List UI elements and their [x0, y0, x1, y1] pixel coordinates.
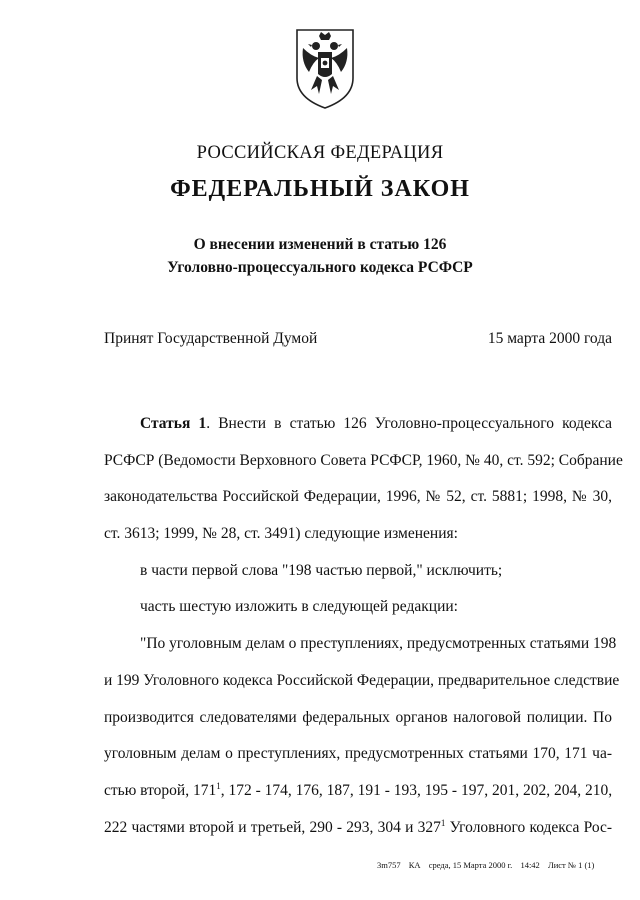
article-line-5: в части первой слова "198 частью первой," исключить;	[140, 561, 503, 579]
article-line-4: ст. 3613; 1999, № 28, ст. 3491) следующие изменения:	[104, 525, 458, 543]
article-line-10: уголовным делам о преступлениях, предусмотренных статьями 170, 171 ча-	[104, 745, 612, 763]
adopted-by: Принят Государственной Думой	[104, 330, 318, 347]
footer-datetime: среда, 15 Марта 2000 г.	[428, 860, 513, 870]
article-line-6: часть шестую изложить в следующей редакции:	[140, 598, 458, 616]
law-subject-line-2: Уголовно-процессуального кодекса РСФСР	[167, 259, 473, 276]
superscript: 1	[440, 817, 446, 828]
superscript: 1	[216, 780, 221, 791]
article-line-1: Статья 1. Внести в статью 126 Уголовно-процессуального кодекса	[140, 415, 612, 432]
law-subject-line-1: О внесении изменений в статью 126	[193, 236, 447, 253]
footer-initials: КА	[408, 860, 421, 870]
footer-sheet: Лист № 1 (1)	[547, 860, 595, 870]
document-type-heading: ФЕДЕРАЛЬНЫЙ ЗАКОН	[170, 176, 470, 202]
article-line-11: стью второй, $171^1$, 172 - 174, 176, 187, 191 - 193, 195 - 197, 201, 202, 204, 210,	[104, 780, 613, 799]
article-line-7: "По уголовным делам о преступлениях, предусмотренных статьями 198	[140, 635, 617, 653]
footer-code: 3m757	[377, 860, 401, 870]
article-line-8: и 199 Уголовного кодекса Российской Федерации, предварительное следствие	[104, 671, 620, 689]
page-footer	[377, 860, 600, 870]
coat-of-arms-emblem-icon	[293, 26, 357, 110]
article-line-3: законодательства Российской Федерации, 1996, № 52, ст. 5881; 1998, № 30,	[104, 488, 612, 506]
article-line-2: РСФСР (Ведомости Верховного Совета РСФСР, 1960, № 40, ст. 592; Собрание	[104, 451, 623, 469]
article-line-12: 222 частями второй и третьей, 290 - 293, 304 и $327^1$ Уголовного кодекса Рос-	[104, 817, 612, 836]
article-label: Статья 1	[140, 415, 207, 432]
adoption-date: 15 марта 2000 года	[487, 330, 612, 347]
article-body	[104, 406, 623, 846]
footer-time: 14:42	[520, 860, 540, 870]
article-line-9: производится следователями федеральных органов налоговой полиции. По	[104, 708, 612, 726]
country-heading: РОССИЙСКАЯ ФЕДЕРАЦИЯ	[196, 143, 444, 163]
